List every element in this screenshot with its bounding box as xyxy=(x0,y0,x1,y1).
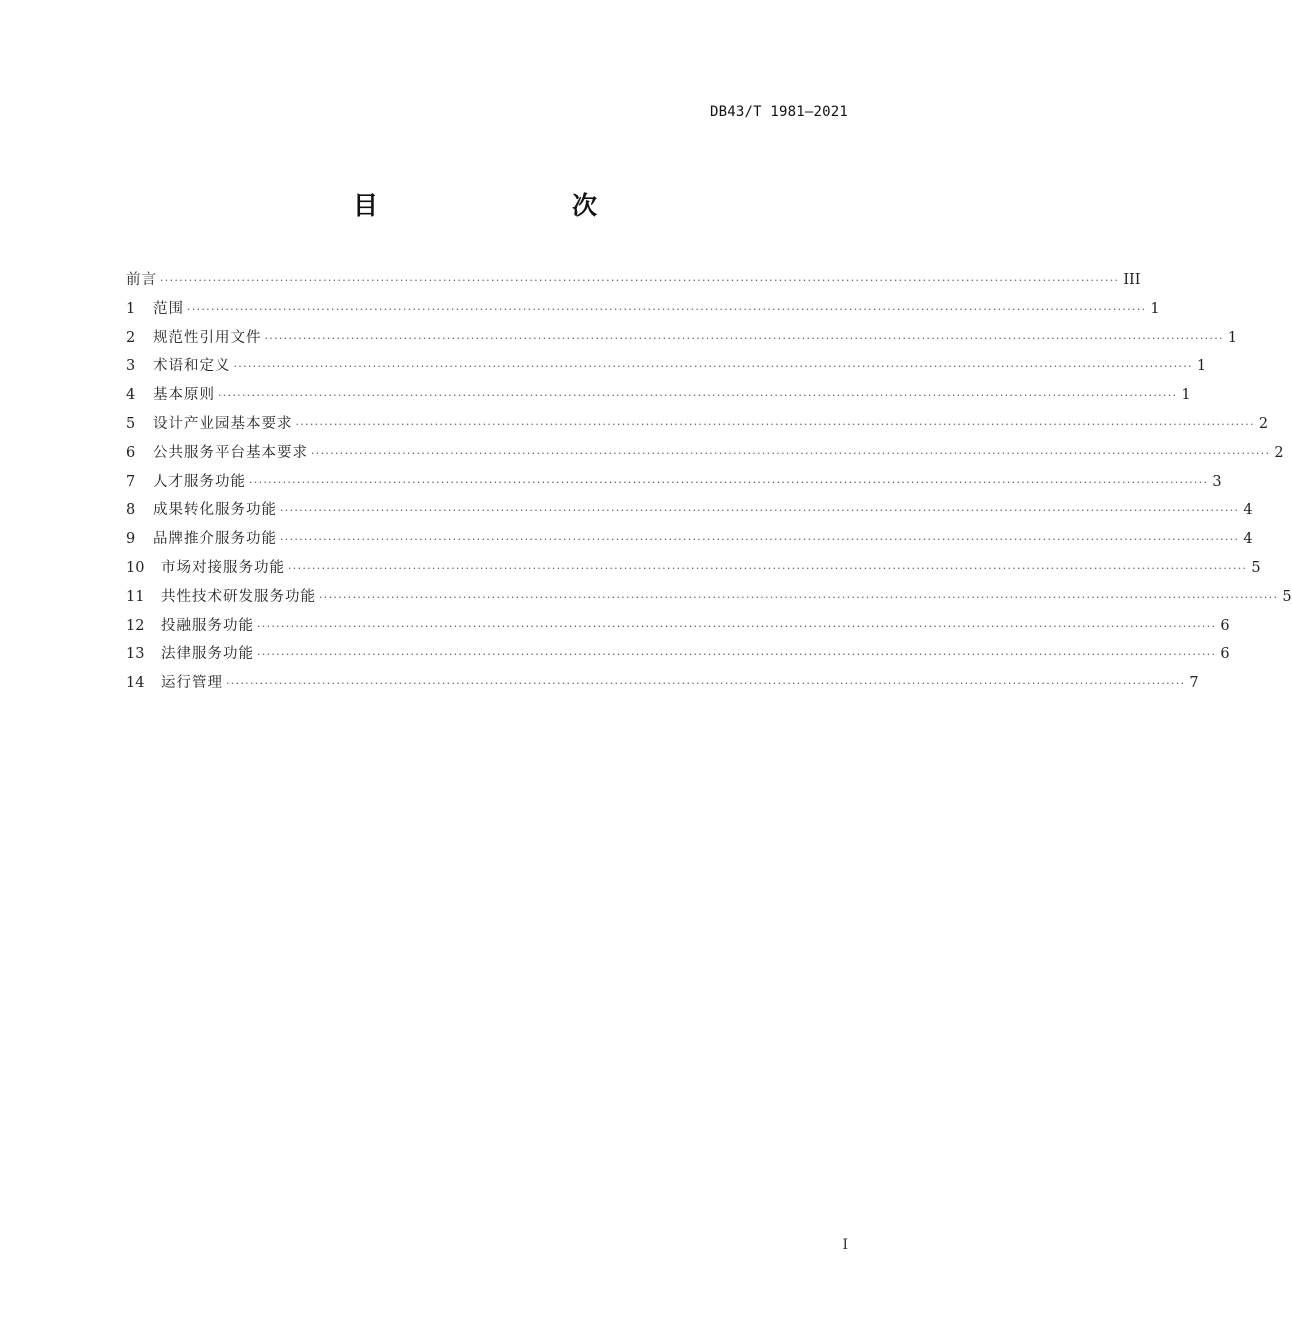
toc-entry-number: 1 xyxy=(126,300,136,317)
page-number: I xyxy=(842,1237,848,1253)
toc-leader-dots: ········································································································································································································ xyxy=(257,648,1217,662)
table-of-contents xyxy=(126,266,1292,698)
toc-leader-dots: ········································································································································································································ xyxy=(280,533,1240,547)
toc-entry-label: 投融服务功能 xyxy=(161,617,254,634)
toc-entry-number: 12 xyxy=(126,617,145,634)
toc-leader-dots: ········································································································································································································ xyxy=(319,590,1279,604)
toc-entry[interactable] xyxy=(126,266,1141,295)
toc-leader-dots: ········································································································································································································ xyxy=(226,677,1186,691)
toc-entry[interactable] xyxy=(126,439,1284,468)
toc-entry[interactable] xyxy=(126,669,1199,698)
toc-entry-number: 2 xyxy=(126,329,136,346)
toc-entry[interactable] xyxy=(126,640,1230,669)
toc-entry-page: 4 xyxy=(1243,502,1253,519)
toc-entry-page: 3 xyxy=(1212,473,1222,490)
toc-entry-page: 1 xyxy=(1181,387,1191,404)
toc-entry-label: 市场对接服务功能 xyxy=(161,559,285,576)
toc-entry-page: 6 xyxy=(1220,617,1230,634)
toc-entry[interactable] xyxy=(126,583,1292,612)
toc-entry-label: 公共服务平台基本要求 xyxy=(153,444,308,461)
toc-entry[interactable] xyxy=(126,381,1191,410)
toc-entry-page: 4 xyxy=(1243,531,1253,548)
toc-entry[interactable] xyxy=(126,468,1222,497)
page-title: 目 次 xyxy=(352,191,645,220)
standard-code: DB43/T 1981—2021 xyxy=(709,104,848,120)
toc-entry-page: 1 xyxy=(1196,358,1207,375)
toc-entry-page: 2 xyxy=(1274,444,1284,461)
toc-entry[interactable] xyxy=(126,496,1253,525)
toc-leader-dots: ········································································································································································································ xyxy=(288,561,1248,575)
toc-leader-dots: ········································································································································································································ xyxy=(187,302,1147,316)
toc-entry[interactable] xyxy=(126,352,1207,381)
toc-entry-page: 1 xyxy=(1227,329,1238,346)
toc-entry-page: 1 xyxy=(1150,300,1160,317)
toc-entry-number: 8 xyxy=(126,502,136,519)
toc-entry-label: 术语和定义 xyxy=(153,358,231,375)
toc-entry[interactable] xyxy=(126,410,1269,439)
toc-leader-dots: ········································································································································································································ xyxy=(311,446,1271,460)
toc-leader-dots: ········································································································································································································ xyxy=(295,417,1255,431)
toc-entry-label: 成果转化服务功能 xyxy=(153,502,277,519)
toc-entry-page: 6 xyxy=(1220,646,1230,663)
toc-entry-label: 设计产业园基本要求 xyxy=(153,415,293,432)
toc-leader-dots: ········································································································································································································ xyxy=(280,504,1240,518)
toc-entry-number: 10 xyxy=(126,559,145,576)
toc-entry[interactable] xyxy=(126,612,1230,641)
toc-leader-dots: ········································································································································································································ xyxy=(264,331,1224,345)
toc-entry-number: 5 xyxy=(126,415,136,432)
toc-entry-number: 14 xyxy=(126,675,145,692)
toc-entry[interactable] xyxy=(126,554,1261,583)
toc-entry-number: 11 xyxy=(126,588,145,605)
toc-leader-dots: ········································································································································································································ xyxy=(218,389,1178,403)
toc-entry-page: 5 xyxy=(1251,559,1261,576)
toc-leader-dots: ········································································································································································································ xyxy=(257,619,1217,633)
toc-entry-label: 前言 xyxy=(126,272,157,288)
toc-entry[interactable] xyxy=(126,525,1253,554)
toc-entry-label: 人才服务功能 xyxy=(153,473,246,490)
toc-entry-label: 法律服务功能 xyxy=(161,646,254,663)
toc-entry-number: 6 xyxy=(126,444,136,461)
toc-entry[interactable] xyxy=(126,324,1238,353)
toc-entry-label: 运行管理 xyxy=(161,675,223,692)
toc-entry-number: 3 xyxy=(126,358,136,375)
toc-entry-label: 品牌推介服务功能 xyxy=(153,531,277,548)
toc-entry-label: 规范性引用文件 xyxy=(153,329,262,346)
toc-entry-number: 7 xyxy=(126,473,136,490)
toc-entry-label: 基本原则 xyxy=(153,387,215,404)
toc-leader-dots: ········································································································································································································ xyxy=(249,475,1209,489)
toc-entry[interactable] xyxy=(126,295,1160,324)
toc-entry-number: 4 xyxy=(126,387,136,404)
toc-entry-page: 5 xyxy=(1282,588,1292,605)
toc-entry-page: 2 xyxy=(1258,415,1269,432)
toc-leader-dots: ········································································································································································································ xyxy=(160,274,1120,287)
toc-entry-label: 范围 xyxy=(153,300,184,317)
toc-entry-number: 9 xyxy=(126,531,136,548)
toc-entry-page: III xyxy=(1123,272,1141,288)
toc-entry-label: 共性技术研发服务功能 xyxy=(161,588,316,605)
toc-entry-page: 7 xyxy=(1189,675,1199,692)
toc-leader-dots: ········································································································································································································ xyxy=(233,360,1193,374)
toc-entry-number: 13 xyxy=(126,646,145,663)
